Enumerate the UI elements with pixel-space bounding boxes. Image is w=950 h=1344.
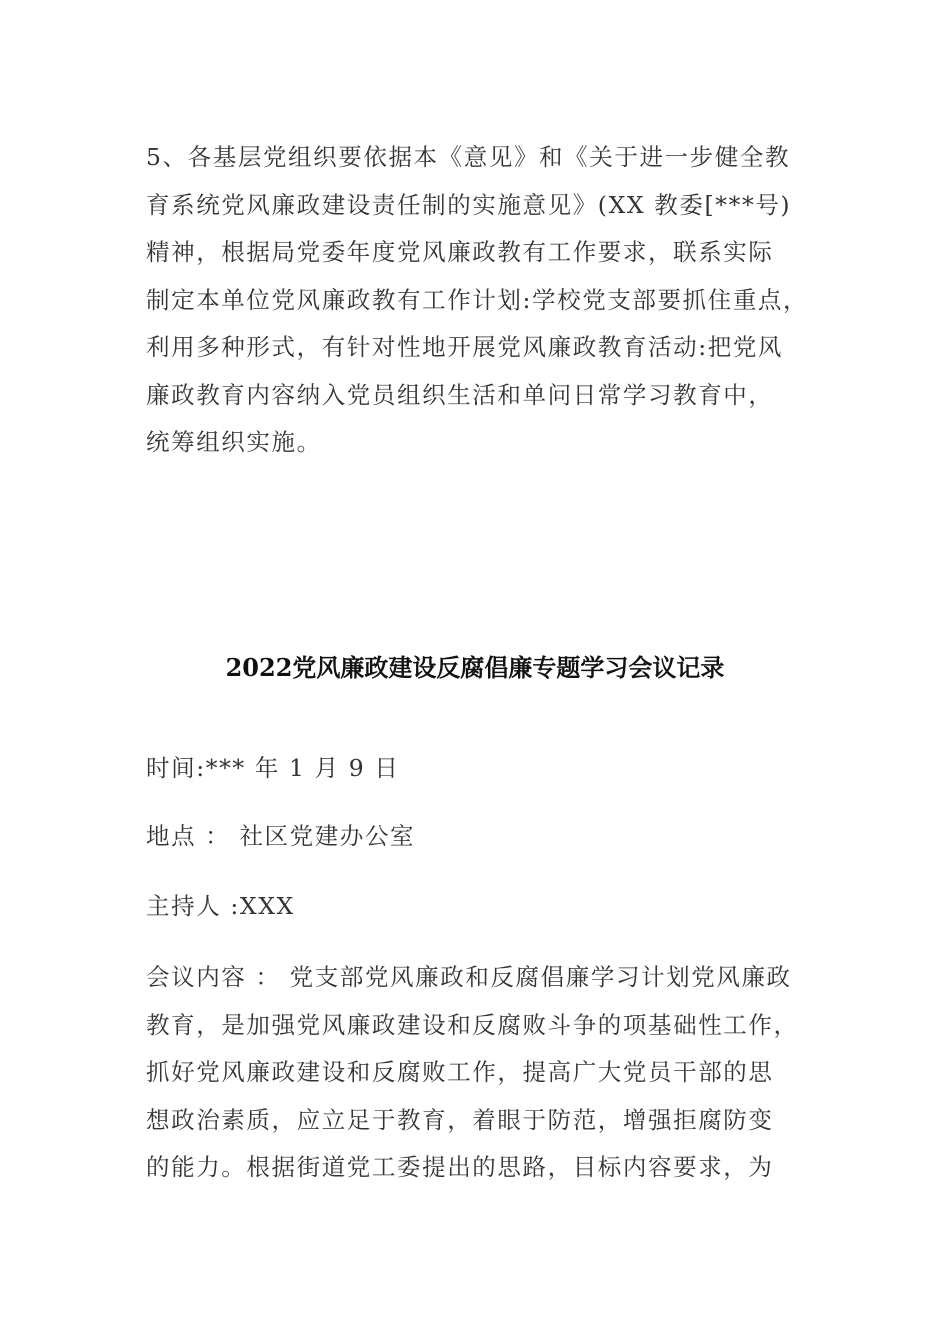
meeting-host: 主持人 :XXX [146, 892, 295, 920]
paragraph-line: 抓好党风廉政建设和反腐败工作，提高广大党员干部的思 [146, 1058, 774, 1086]
section-5-paragraph [146, 134, 826, 467]
paragraph-line: 想政治素质，应立足于教育，着眼于防范，增强拒腐防变 [146, 1105, 774, 1134]
meeting-time: 时间:*** 年 1 月 9 日 [146, 754, 400, 782]
paragraph-line: 的能力。根据街道党工委提出的思路，目标内容要求，为 [146, 1153, 774, 1181]
paragraph-line: 精神，根据局党委年度党风廉政教有工作要求，联系实际 [146, 238, 774, 266]
document-title: 2022党风廉政建设反腐倡廉专题学习会议记录 [225, 653, 725, 682]
meeting-place: 地点 ： 社区党建办公室 [146, 822, 416, 850]
paragraph-line: 利用多种形式，有针对性地开展党风廉政教育活动:把党风 [146, 333, 784, 361]
paragraph-line: 教育，是加强党风廉政建设和反腐败斗争的项基础性工作， [146, 1010, 799, 1039]
meeting-content-paragraph [146, 954, 826, 1192]
paragraph-line: 统筹组织实施。 [146, 428, 322, 456]
paragraph-line: 制定本单位党风廉政教有工作计划:学校党支部要抓住重点， [146, 285, 809, 314]
paragraph-line: 育系统党风廉政建设责任制的实施意见》(XX 教委[***号) [146, 190, 792, 219]
paragraph-line: 会议内容 ： 党支部党风廉政和反腐倡廉学习计划党风廉政 [146, 963, 792, 991]
paragraph-line: 廉政教育内容纳入党员组织生活和单问日常学习教育中， [146, 380, 774, 409]
paragraph-line: 5、各基层党组织要依据本《意见》和《关于进一步健全教 [146, 143, 791, 171]
